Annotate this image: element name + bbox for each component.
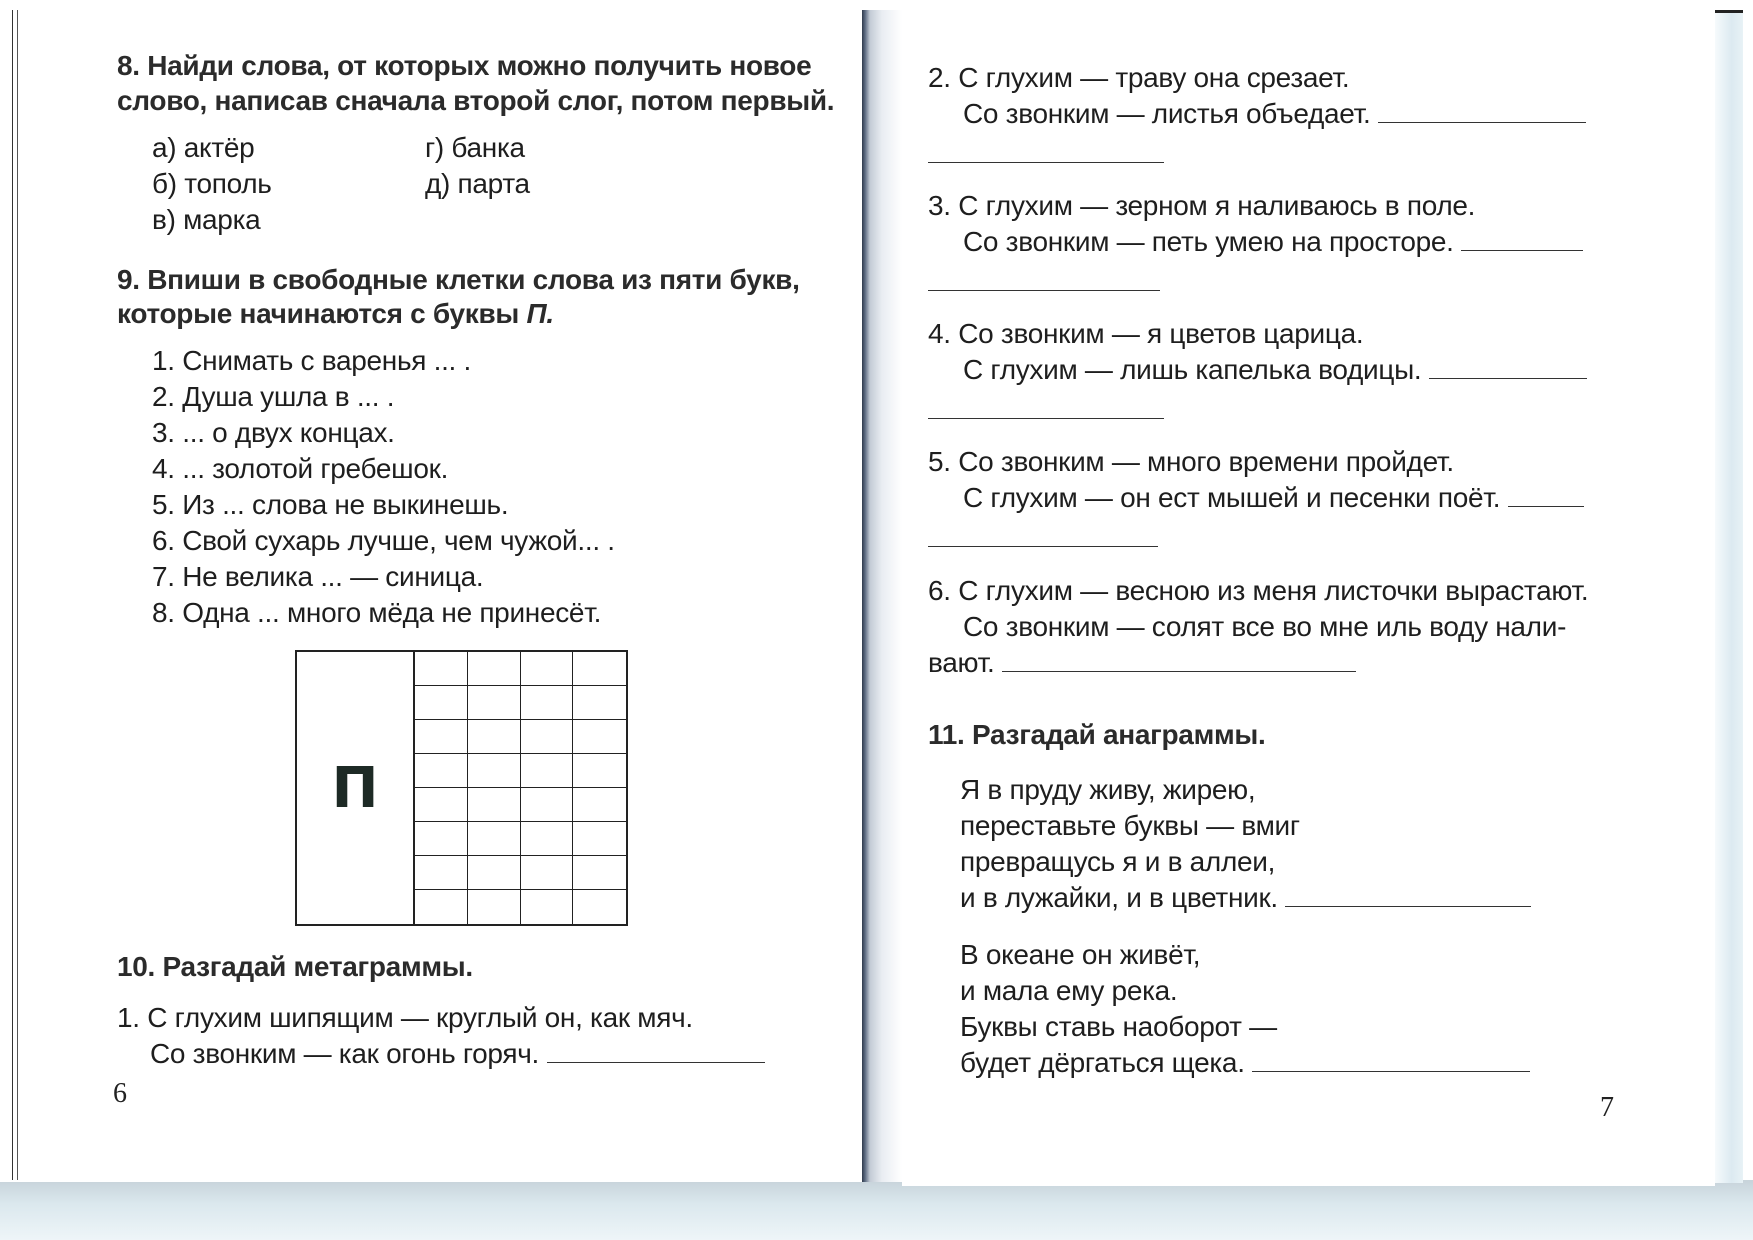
- grid-cell[interactable]: [521, 686, 574, 720]
- grid-cell[interactable]: [521, 890, 574, 924]
- task11-heading: 11. Разгадай анаграммы.: [928, 719, 1266, 750]
- metagram-6-line3: [928, 645, 1356, 681]
- task8-option-d: д) парта: [425, 168, 530, 199]
- task9-heading-letter: П.: [526, 298, 554, 329]
- anagram-1-line: превращусь я и в аллеи,: [960, 846, 1276, 877]
- grid-cell[interactable]: [468, 686, 521, 720]
- task8-option-b: б) тополь: [152, 168, 272, 199]
- page-number-right: 7: [1600, 1092, 1614, 1123]
- grid-letter: П: [331, 755, 379, 821]
- answer-blank[interactable]: [1252, 1045, 1530, 1072]
- anagram-2-line-text: будет дёргаться щека.: [960, 1047, 1245, 1078]
- anagram-1-line: [960, 880, 1531, 916]
- crossword-grid: [295, 650, 628, 926]
- metagram-2-line2: [963, 96, 1586, 132]
- grid-cell[interactable]: [521, 856, 574, 890]
- grid-cell[interactable]: [573, 788, 626, 822]
- grid-cell[interactable]: [521, 720, 574, 754]
- grid-answer-cells: [415, 652, 626, 924]
- metagram-5-line1: 5. Со звонким — много времени пройдет.: [928, 446, 1454, 477]
- task10-heading: 10. Разгадай метаграммы.: [117, 951, 473, 982]
- answer-blank[interactable]: [1461, 224, 1583, 251]
- task8-heading-line2: слово, написав сначала второй слог, потом первый.: [117, 85, 835, 116]
- grid-cell[interactable]: [468, 822, 521, 856]
- metagram-5-line2-text: С глухим — он ест мышей и песенки поёт.: [963, 482, 1501, 513]
- metagram-4-line2: [963, 352, 1587, 388]
- grid-cell[interactable]: [521, 788, 574, 822]
- task9-item: 5. Из ... слова не выкинешь.: [152, 489, 509, 520]
- task8-option-v: в) марка: [152, 204, 261, 235]
- grid-cell[interactable]: [415, 754, 468, 788]
- metagram-6-line3-text: вают.: [928, 647, 995, 678]
- grid-cell[interactable]: [573, 652, 626, 686]
- metagram-1-line2: [150, 1036, 765, 1072]
- grid-cell[interactable]: [415, 890, 468, 924]
- metagram-2-line2-text: Со звонким — листья объедает.: [963, 98, 1371, 129]
- answer-blank-continuation[interactable]: [928, 418, 1164, 419]
- grid-cell[interactable]: [573, 856, 626, 890]
- metagram-3-line2-text: Со звонким — петь умею на просторе.: [963, 226, 1454, 257]
- task8-option-g: г) банка: [425, 132, 525, 163]
- answer-blank[interactable]: [1002, 645, 1356, 672]
- grid-cell[interactable]: [468, 788, 521, 822]
- metagram-6-line2: Со звонким — солят все во мне иль воду нали-: [963, 611, 1567, 642]
- task9-heading-text: которые начинаются с буквы: [117, 298, 527, 329]
- grid-cell[interactable]: [468, 890, 521, 924]
- grid-cell[interactable]: [468, 652, 521, 686]
- task9-item: 8. Одна ... много мёда не принесёт.: [152, 597, 602, 628]
- task9-item: 1. Снимать с варенья ... .: [152, 345, 471, 376]
- answer-blank[interactable]: [1508, 480, 1584, 507]
- grid-cell[interactable]: [521, 652, 574, 686]
- grid-cell[interactable]: [415, 822, 468, 856]
- metagram-3-line1: 3. С глухим — зерном я наливаюсь в поле.: [928, 190, 1476, 221]
- task9-heading-line1: 9. Впиши в свободные клетки слова из пяти букв,: [117, 264, 800, 295]
- grid-cell[interactable]: [521, 754, 574, 788]
- task9-item: 7. Не велика ... — синица.: [152, 561, 484, 592]
- metagram-3-line2: [963, 224, 1583, 260]
- metagram-6-line1: 6. С глухим — весною из меня листочки вырастают.: [928, 575, 1589, 606]
- answer-blank[interactable]: [1378, 96, 1586, 123]
- task8-heading-line1: 8. Найди слова, от которых можно получить новое: [117, 50, 812, 81]
- grid-cell[interactable]: [521, 822, 574, 856]
- anagram-2-line: [960, 1045, 1530, 1081]
- metagram-4-line1: 4. Со звонким — я цветов царица.: [928, 318, 1364, 349]
- answer-blank-continuation[interactable]: [928, 546, 1158, 547]
- left-page-edge: [12, 10, 18, 1180]
- grid-cell[interactable]: [415, 788, 468, 822]
- task9-item: 2. Душа ушла в ... .: [152, 381, 395, 412]
- task9-heading-line2: [117, 296, 554, 332]
- grid-cell[interactable]: [415, 652, 468, 686]
- metagram-4-line2-text: С глухим — лишь капелька водицы.: [963, 354, 1422, 385]
- anagram-1-line: переставьте буквы — вмиг: [960, 810, 1300, 841]
- metagram-1-line2-text: Со звонким — как огонь горяч.: [150, 1038, 540, 1069]
- anagram-2-line: В океане он живёт,: [960, 939, 1201, 970]
- anagram-2-line: Буквы ставь наоборот —: [960, 1011, 1277, 1042]
- task8-option-a: а) актёр: [152, 132, 255, 163]
- task9-item: 6. Свой сухарь лучше, чем чужой... .: [152, 525, 615, 556]
- grid-cell[interactable]: [415, 686, 468, 720]
- grid-cell[interactable]: [415, 856, 468, 890]
- answer-blank[interactable]: [547, 1036, 765, 1063]
- answer-blank[interactable]: [1285, 880, 1531, 907]
- anagram-1-line-text: и в лужайки, и в цветник.: [960, 882, 1278, 913]
- scan-background: [0, 1180, 1753, 1240]
- answer-blank[interactable]: [1429, 352, 1587, 379]
- metagram-5-line2: [963, 480, 1584, 516]
- grid-cell[interactable]: [573, 822, 626, 856]
- grid-cell[interactable]: [573, 686, 626, 720]
- anagram-2-line: и мала ему река.: [960, 975, 1178, 1006]
- grid-cell[interactable]: [468, 856, 521, 890]
- metagram-1-line1: 1. С глухим шипящим — круглый он, как мяч.: [117, 1002, 693, 1033]
- metagram-2-line1: 2. С глухим — траву она срезает.: [928, 62, 1350, 93]
- anagram-1-line: Я в пруду живу, жирею,: [960, 774, 1256, 805]
- grid-cell[interactable]: [573, 754, 626, 788]
- task9-item: 3. ... о двух концах.: [152, 417, 395, 448]
- grid-start-letter-cell: [297, 652, 415, 924]
- grid-cell[interactable]: [573, 890, 626, 924]
- grid-cell[interactable]: [415, 720, 468, 754]
- grid-cell[interactable]: [468, 754, 521, 788]
- answer-blank-continuation[interactable]: [928, 162, 1164, 163]
- grid-cell[interactable]: [468, 720, 521, 754]
- task9-item: 4. ... золотой гребешок.: [152, 453, 449, 484]
- page-number-left: 6: [113, 1078, 127, 1109]
- right-page-edge: [1715, 10, 1743, 1183]
- answer-blank-continuation[interactable]: [928, 290, 1160, 291]
- grid-cell[interactable]: [573, 720, 626, 754]
- book-spine: [862, 10, 902, 1182]
